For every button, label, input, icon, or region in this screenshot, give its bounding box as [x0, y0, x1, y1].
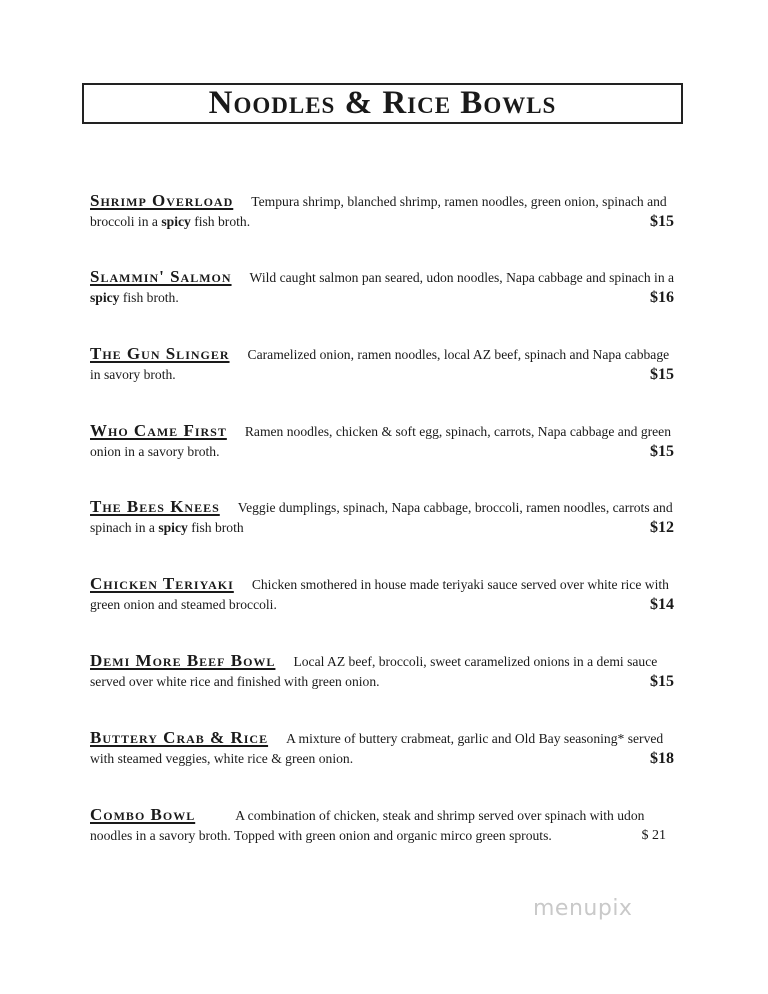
- menu-item-gun-slinger: [90, 344, 676, 385]
- menu-item-who-came-first: [90, 421, 676, 462]
- item-description: Wild caught salmon pan seared, udon noodles, Napa cabbage and spinach in a spicy fish broth.: [90, 270, 675, 305]
- menu-item-shrimp-overload: [90, 191, 676, 232]
- item-price: $15: [650, 673, 674, 690]
- menu-item-combo-bowl: [90, 805, 676, 846]
- item-name: Combo Bowl: [90, 805, 196, 824]
- item-price: $15: [650, 443, 674, 460]
- item-price: $15: [650, 366, 674, 383]
- menu-item-demi-more-beef-bowl: [90, 651, 676, 692]
- item-description: Chicken smothered in house made teriyaki sauce served over white rice with green onion and steamed broccoli.: [90, 577, 669, 612]
- menu-item-slammin-salmon: [90, 267, 676, 308]
- item-price: $12: [650, 519, 674, 536]
- item-description: Veggie dumplings, spinach, Napa cabbage, broccoli, ramen noodles, carrots and spinach in a spicy fish broth: [90, 500, 673, 535]
- title-box: [82, 83, 683, 124]
- item-description: Ramen noodles, chicken & soft egg, spinach, carrots, Napa cabbage and green onion in a savory broth.: [90, 424, 672, 459]
- item-price: $15: [650, 213, 674, 230]
- item-description: Tempura shrimp, blanched shrimp, ramen noodles, green onion, spinach and broccoli in a spicy fish broth.: [90, 194, 667, 229]
- item-name: Slammin' Salmon: [90, 267, 232, 286]
- item-price: $ 21: [641, 828, 666, 843]
- item-description: Caramelized onion, ramen noodles, local AZ beef, spinach and Napa cabbage in savory broth.: [90, 347, 670, 382]
- item-price: $14: [650, 596, 674, 613]
- item-name: Buttery Crab & Rice: [90, 728, 269, 747]
- item-name: Shrimp Overload: [90, 191, 234, 210]
- item-name: The Bees Knees: [90, 497, 220, 516]
- menu-item-bees-knees: [90, 497, 676, 538]
- item-name: The Gun Slinger: [90, 344, 230, 363]
- item-description: A mixture of buttery crabmeat, garlic and Old Bay seasoning* served with steamed veggies, white rice & green onion.: [90, 731, 664, 766]
- menu-item-chicken-teriyaki: [90, 574, 676, 615]
- menupix-watermark: menupix: [533, 896, 633, 921]
- item-name: Who Came First: [90, 421, 227, 440]
- menu-item-buttery-crab-rice: [90, 728, 676, 769]
- item-price: $18: [650, 750, 674, 767]
- item-name: Demi More Beef Bowl: [90, 651, 276, 670]
- item-description: Local AZ beef, broccoli, sweet caramelized onions in a demi sauce served over white rice and finished with green onion.: [90, 654, 658, 689]
- page-title: Noodles & Rice Bowls: [208, 85, 557, 121]
- item-name: Chicken Teriyaki: [90, 574, 234, 593]
- item-description: A combination of chicken, steak and shrimp served over spinach with udon noodles in a savory broth. Topped with green onion and organic mirco green sprouts.: [90, 808, 645, 843]
- item-price: $16: [650, 289, 674, 306]
